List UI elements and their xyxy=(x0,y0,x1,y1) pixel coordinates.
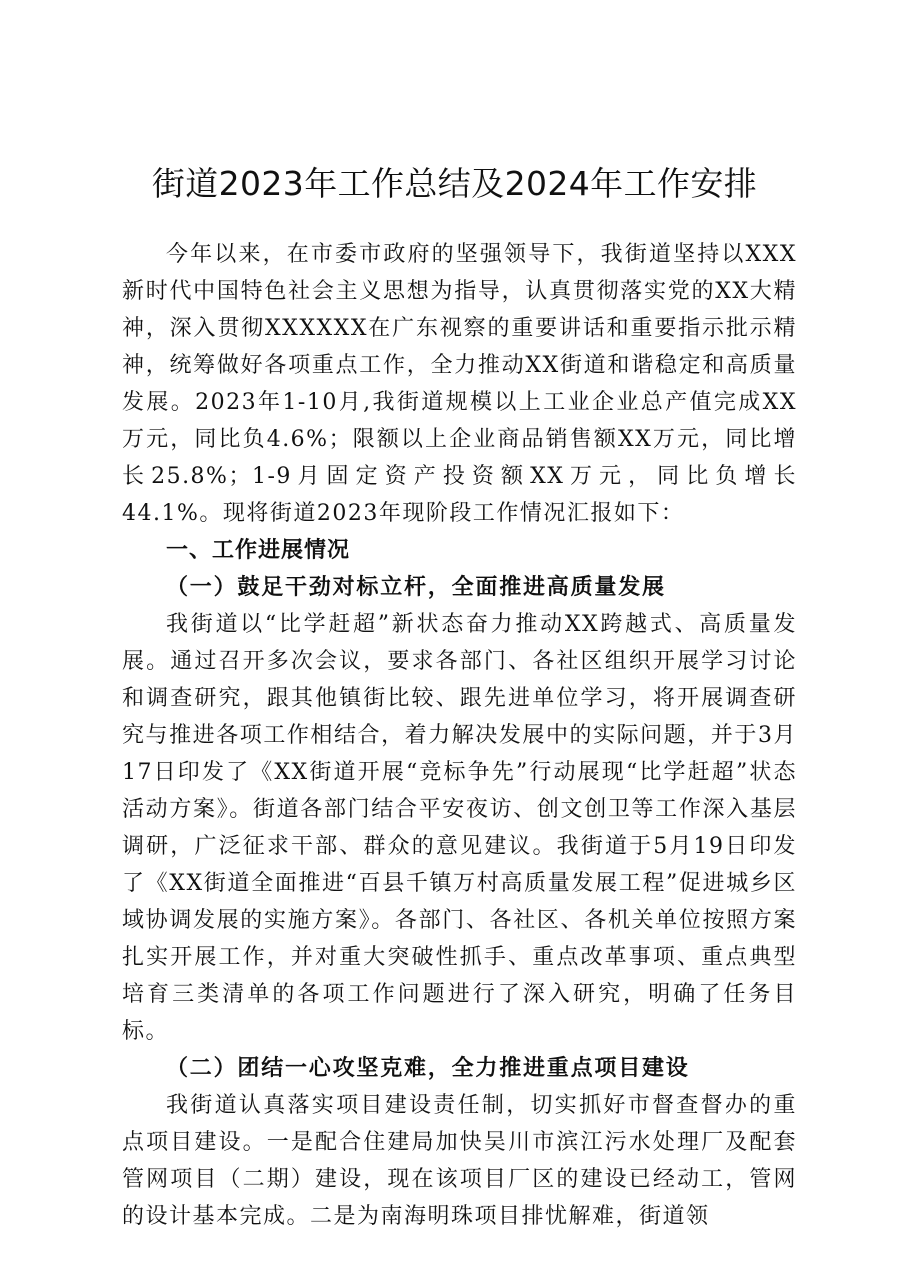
document-title: 街道2023年工作总结及2024年工作安排 xyxy=(151,164,758,203)
document-body xyxy=(122,236,797,1235)
subsection-1-paragraph: 我街道以“比学赶超”新状态奋力推动XX跨越式、高质量发展。通过召开多次会议，要求各部门、各社区组织开展学习讨论和调查研究，跟其他镇街比较、跟先进单位学习，将开展调查研究与推进各项工作相结合，着力解决发展中的实际问题，并于3月17日印发了《XX街道开展“竞标争先”行动展现“比学赶超”状态活动方案》。街道各部门结合平安夜访、创文创卫等工作深入基层调研，广泛征求干部、群众的意见建议。我街道于5月19日印发了《XX街道全面推进“百县千镇万村高质量发展工程”促进城乡区域协调发展的实施方案》。各部门、各社区、各机关单位按照方案扎实开展工作，并对重大突破性抓手、重点改革事项、重点典型培育三类清单的各项工作问题进行了深入研究，明确了任务目标。 xyxy=(122,612,797,1044)
intro-paragraph: 今年以来，在市委市政府的坚强领导下，我街道坚持以XXX新时代中国特色社会主义思想为指导，认真贯彻落实党的XX大精神，深入贯彻XXXXXX在广东视察的重要讲话和重要指示批示精神，统筹做好各项重点工作，全力推动XX街道和谐稳定和高质量发展。2023年1-10月,我街道规模以上工业企业总产值完成XX万元，同比负4.6%；限额以上企业商品销售额XX万元，同比增长25.8%；1-9月固定资产投资额XX万元，同比负增长44.1%。现将街道2023年现阶段工作情况汇报如下： xyxy=(122,242,797,526)
section-heading-progress: 一、工作进展情况 xyxy=(166,538,351,563)
subsection-heading-2: （二）团结一心攻坚克难，全力推进重点项目建设 xyxy=(166,1055,690,1081)
subsection-heading-1: （一）鼓足干劲对标立杆，全面推进高质量发展 xyxy=(166,574,666,600)
subsection-2-paragraph: 我街道认真落实项目建设责任制，切实抓好市督查督办的重点项目建设。一是配合住建局加快吴川市滨江污水处理厂及配套管网项目（二期）建设，现在该项目厂区的建设已经动工，管网的设计基本完成。二是为南海明珠项目排忧解难，街道领 xyxy=(122,1093,797,1229)
